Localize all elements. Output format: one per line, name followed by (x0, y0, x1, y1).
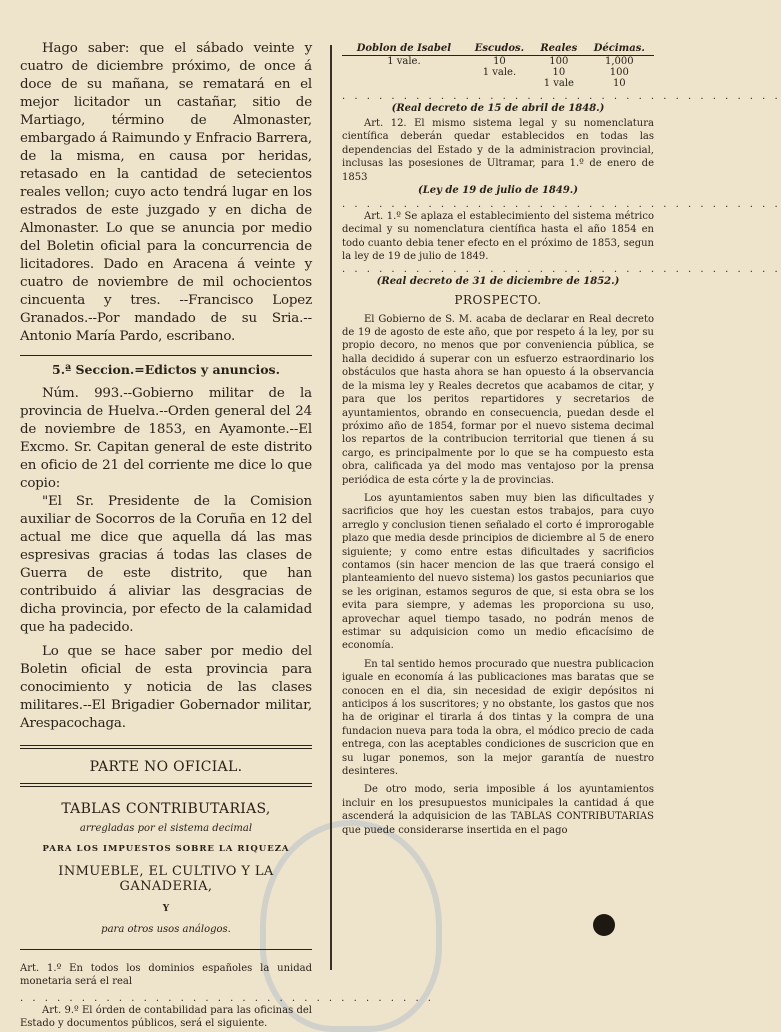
tablas-y: Y (162, 904, 170, 914)
section-heading: 5.ª Seccion.=Edictos y anuncios. (52, 362, 280, 377)
table-cell: 1 vale. (482, 67, 517, 78)
table-cell: 10 (612, 78, 626, 89)
tablas-other-uses: para otros usos análogos. (101, 924, 231, 935)
table-cell: 10 (552, 67, 566, 78)
military-order-paragraph: Núm. 993.--Gobierno militar de la provincia de Huelva.--Orden general del 24 de noviembre de 1853, en Ayamonte.--El Excmo. Sr. Capitan general de este distrito en oficio de 21 del corriente me dice lo que copio: (20, 386, 312, 491)
auction-notice-paragraph: Hago saber: que el sábado veinte y cuatro de diciembre próximo, de once á doce de su mañana, se rematará en el mejor licitador un castañar, sitio de Martiago, término de Almonaster, embargado á Raimundo y Enfracio Barrera, de la misma, en causa por heridas, retasado en la cantidad de setecientos reales vellon; cuyo acto tendrá lugar en los estrados de este juzgado y en dicha de Almonaster. Lo que se anuncia por medio del Boletin oficial para la concurrencia de licitadores. Dado en Aracena á veinte y cuatro de noviembre de mil ochocientos cincuenta y tres. --Francisco Lopez Granados.--Por mandado de su Sria.--Antonio María Pardo, escribano. (20, 41, 312, 344)
coin-table-header: Doblon de Isabel (342, 42, 466, 56)
table-row (342, 67, 654, 78)
dots-leader: . . . . . . . . . . . . . . . . . . . . . . . . . . . . . . . . . . (20, 992, 434, 1004)
double-rule-2 (20, 783, 312, 787)
table-cell: 100 (609, 67, 629, 78)
tablas-line: INMUEBLE, EL CULTIVO Y LA GANADERIA, (58, 864, 274, 894)
table-cell (342, 67, 466, 78)
prospecto-paragraph-2: Los ayuntamientos saben muy bien las dificultades y sacrificios que hoy les cuestan estos trabajos, para cuyo arreglo y conclusion tienen señalado el corto é improrogable plazo que media desde principios de diciembre al 5 de enero siguiente; y como entre estas dificultades y sacrificios contamos (sin hacer mencion de las que traerá consigo el planteamiento del nuevo sistema) los gastos pecuniarios que se les originan, estamos seguros de que, si esta obra se los evita para siempre, y ademas les proporciona su uso, aprovechar aquel tiempo tasado, no podrán menos de estimar su adquisicion como un medio eficacísimo de economía. (342, 492, 654, 652)
table-cell (466, 78, 533, 89)
prospecto-paragraph-3: En tal sentido hemos procurado que nuestra publicacion iguale en economía á las publicaciones mas baratas que se conocen en el dia, sin necesidad de exigir depósitos ni anticipos á los suscritores; y no obstante, los gastos que nos ha de originar el tirarla á dos tintas y la compra de una fundacion nueva para toda la obra, el módico precio de cada entrega, con las aceptables condiciones de suscricion que en su lugar ponemos, son la mejor garantía de nuestro desinteres. (342, 658, 654, 778)
table-row (342, 78, 654, 89)
table-cell: 1 vale (543, 78, 574, 89)
prospecto-paragraph-1: El Gobierno de S. M. acaba de declarar en Real decreto de 19 de agosto de este año, que por respeto á la ley, por su propio decoro, no menos que por conveniencia pública, se halla decidido á superar con un esfuerzo estraordinario los obstáculos que hasta ahora se han opuesto á la observancia de la misma ley y Reales decretos que acabamos de citar, y para que los peritos repartidores y secretarios de ayuntamientos, obrando en consecuencia, puedan desde el próximo año de 1854, formar por el nuevo sistema decimal los repartos de la contribucion territorial que tienen á su cargo, es principalmente por lo que se ha compuesto esta obra, calificada ya del modo mas ventajoso por la prensa periódica de esta córte y la de provincias. (342, 313, 654, 486)
tablas-rule (20, 949, 312, 950)
dots-leader: . . . . . . . . . . . . . . . . . . . . . . . . . . . . . . . . . . . . (342, 91, 781, 102)
ink-blot (593, 914, 615, 936)
table-cell: 10 (493, 56, 506, 67)
tablas-subtitle: arregladas por el sistema decimal (79, 823, 253, 834)
law-citation: (Ley de 19 de julio de 1849.) (417, 185, 578, 197)
closing-paragraph: Lo que se hace saber por medio del Boletin oficial de esta provincia para conocimiento y noticia de las clases militares.--El Brigadier Gobernador militar, Arespacochaga. (20, 644, 312, 731)
tablas-title: TABLAS CONTRIBUTARIAS, (61, 801, 271, 817)
section-rule (20, 355, 312, 356)
article-12: Art. 12. El mismo sistema legal y su nomenclatura científica deberán quedar establecidos en todas las dependencias del Estado y de la administracion provincial, inclusas las posesiones de Ultramar, para 1.º de enero de 1853 (342, 118, 654, 183)
tablas-caps-line: PARA LOS IMPUESTOS SOBRE LA RIQUEZA (42, 844, 290, 854)
double-rule (20, 745, 312, 749)
coin-table-header: Escudos. (466, 42, 533, 56)
article-9: Art. 9.º El órden de contabilidad para las oficinas del Estado y documentos públicos, será el siguiente. (20, 1004, 312, 1030)
coin-table-header: Décimas. (585, 42, 654, 56)
table-cell: 1,000 (604, 56, 634, 67)
right-column (342, 42, 781, 837)
coin-table-header: Reales (533, 42, 585, 56)
decree-citation: (Real decreto de 15 de abril de 1848.) (391, 103, 605, 114)
table-cell: 1 vale. (387, 56, 421, 67)
decree-citation-2: (Real decreto de 31 de diciembre de 1852.) (376, 275, 620, 287)
article-1-postponement: Art. 1.º Se aplaza el establecimiento del sistema métrico decimal y su nomenclatura científica hasta el año 1854 en todo cuanto debia tener efecto en el próximo de 1853, segun la ley de 19 de julio de 1849. (342, 211, 654, 263)
table-row (342, 56, 654, 68)
dots-leader: . . . . . . . . . . . . . . . . . . . . . . . . . . . . . . . . . . . . (342, 263, 781, 275)
article-1: Art. 1.º En todos los dominios españoles la unidad monetaria será el real (20, 963, 312, 988)
prospecto-paragraph-4: De otro modo, seria imposible á los ayuntamientos incluir en los presupuestos municipales la cantidad á que ascenderá la adquisicion de las TABLAS CONTRIBUTARIAS que puede considerarse insertida en el pago (342, 784, 654, 836)
prospecto-heading: PROSPECTO. (454, 292, 542, 307)
table-cell: 100 (549, 56, 569, 67)
dots-leader: . . . . . . . . . . . . . . . . . . . . . . . . . . . . . . . . . . . . (342, 199, 781, 211)
coin-table (342, 42, 654, 89)
parte-no-oficial-heading: PARTE NO OFICIAL. (89, 759, 243, 775)
column-divider (330, 45, 332, 970)
table-cell (342, 78, 466, 89)
quote-paragraph: "El Sr. Presidente de la Comision auxiliar de Socorros de la Coruña en 12 del actual me dice que aquella dá las mas espresivas gracias á todas las clases de Guerra de este distrito, que han contribuido á aliviar las desgracias de dicha provincia, por efecto de la calamidad que ha padecido. (20, 494, 312, 635)
